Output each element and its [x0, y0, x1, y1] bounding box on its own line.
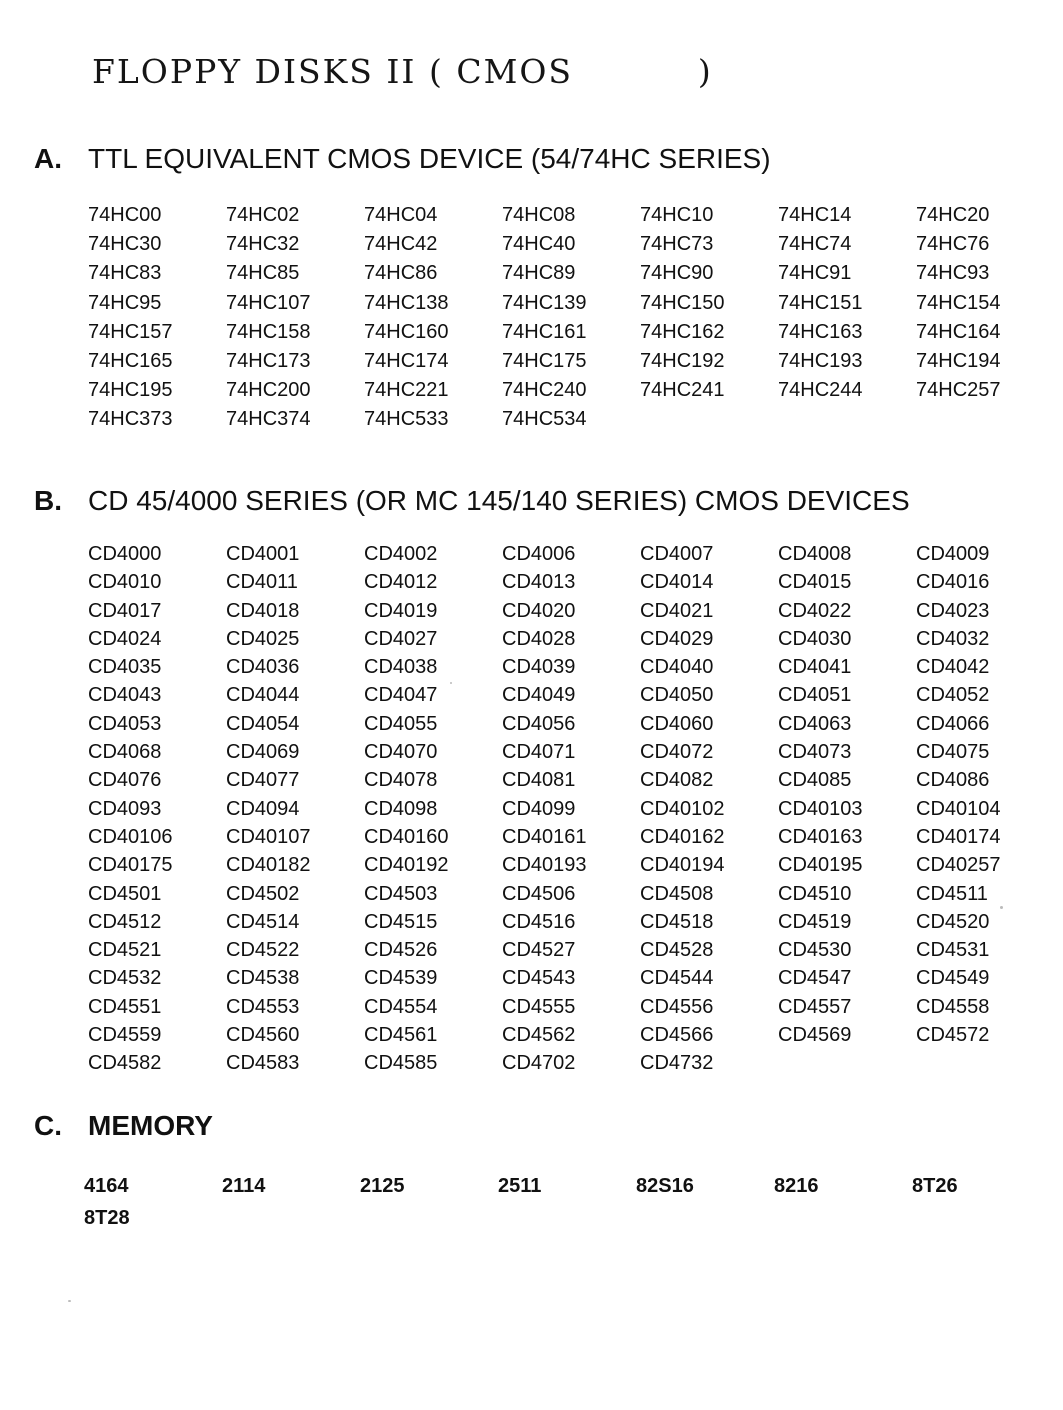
section-b-title: CD 45/4000 SERIES (OR MC 145/140 SERIES) CMOS DEVICES	[88, 485, 910, 516]
part-number: CD4582	[88, 1052, 162, 1075]
part-number: 74HC14	[778, 204, 852, 226]
part-number: CD4559	[88, 1024, 162, 1047]
part-number: 74HC173	[226, 349, 311, 372]
part-number: 74HC76	[916, 233, 990, 256]
part-number: CD4516	[502, 910, 576, 933]
part-number: 74HC154	[916, 291, 1001, 314]
part-number: CD4020	[502, 599, 576, 622]
part-number: CD4028	[502, 627, 576, 650]
part-number: 74HC534	[502, 408, 587, 431]
part-number: CD4052	[916, 684, 990, 707]
part-number: 8T26	[912, 1175, 958, 1197]
part-number: 74HC83	[88, 262, 162, 285]
part-number: 74HC42	[364, 233, 438, 256]
part-number: CD4085	[778, 769, 852, 792]
part-number: 74HC244	[778, 379, 863, 402]
part-number: CD4081	[502, 769, 576, 792]
part-number: CD4010	[88, 571, 162, 594]
part-number: CD4527	[502, 939, 576, 962]
part-number: CD4021	[640, 599, 714, 622]
part-number: CD4560	[226, 1024, 300, 1047]
part-number: CD4075	[916, 741, 990, 764]
part-number: 74HC161	[502, 320, 587, 343]
part-number: 74HC195	[88, 379, 173, 402]
part-number: CD4572	[916, 1024, 990, 1047]
scan-speck	[450, 682, 452, 684]
part-number: CD4569	[778, 1024, 852, 1047]
part-number: CD4501	[88, 882, 162, 905]
part-number: CD4562	[502, 1024, 576, 1047]
part-number: 74HC163	[778, 320, 863, 343]
part-number: 74HC85	[226, 262, 300, 285]
part-number: CD4002	[364, 543, 438, 565]
part-number: CD4076	[88, 769, 162, 792]
part-number: CD4050	[640, 684, 714, 707]
part-number: CD4094	[226, 797, 300, 820]
part-number: CD4071	[502, 741, 576, 764]
part-number: CD4022	[778, 599, 852, 622]
part-number: CD4086	[916, 769, 990, 792]
part-number: 74HC30	[88, 233, 162, 256]
part-number: 74HC158	[226, 320, 311, 343]
part-number: 74HC193	[778, 349, 863, 372]
part-number: CD4040	[640, 656, 714, 679]
part-number: CD4024	[88, 627, 162, 650]
part-number: 74HC160	[364, 320, 449, 343]
part-number: CD4526	[364, 939, 438, 962]
part-number: CD4068	[88, 741, 162, 764]
part-number: 74HC157	[88, 320, 173, 343]
part-number: CD4093	[88, 797, 162, 820]
part-number: CD4060	[640, 712, 714, 735]
part-number: CD4056	[502, 712, 576, 735]
part-number: CD4017	[88, 599, 162, 622]
part-number: CD4073	[778, 741, 852, 764]
part-number: 74HC162	[640, 320, 725, 343]
part-number: CD4015	[778, 571, 852, 594]
part-number: 74HC04	[364, 204, 438, 226]
part-number: CD4098	[364, 797, 438, 820]
part-number: 74HC32	[226, 233, 300, 256]
part-number: 74HC00	[88, 204, 162, 226]
part-number: CD4538	[226, 967, 300, 990]
part-number: CD40106	[88, 825, 173, 848]
part-number: CD4041	[778, 656, 852, 679]
part-number: 74HC20	[916, 204, 990, 226]
section-c-title: MEMORY	[88, 1110, 213, 1141]
part-number: 74HC194	[916, 349, 1001, 372]
part-number: 74HC08	[502, 204, 576, 226]
part-number: CD4051	[778, 684, 852, 707]
part-number: 74HC257	[916, 379, 1001, 402]
part-number: CD4039	[502, 656, 576, 679]
part-number: CD4508	[640, 882, 714, 905]
part-number: 2125	[360, 1175, 405, 1197]
part-number: CD4072	[640, 741, 714, 764]
part-number: CD4043	[88, 684, 162, 707]
part-number: CD4585	[364, 1052, 438, 1075]
part-number: CD4055	[364, 712, 438, 735]
part-number: CD4561	[364, 1024, 438, 1047]
section-a-title: TTL EQUIVALENT CMOS DEVICE (54/74HC SERIES)	[88, 143, 771, 174]
part-number: 74HC86	[364, 262, 438, 285]
part-number: 74HC174	[364, 349, 449, 372]
part-number: 74HC107	[226, 291, 311, 314]
part-number: CD4510	[778, 882, 852, 905]
part-number: CD40107	[226, 825, 311, 848]
part-number: CD4000	[88, 543, 162, 565]
part-number: CD4027	[364, 627, 438, 650]
part-number: 2511	[498, 1175, 542, 1197]
part-number: CD4082	[640, 769, 714, 792]
part-number: 74HC165	[88, 349, 173, 372]
part-number: CD4515	[364, 910, 438, 933]
part-number: CD4566	[640, 1024, 714, 1047]
section-c-heading	[34, 1110, 213, 1142]
part-number: CD40195	[778, 854, 863, 877]
part-number: 74HC95	[88, 291, 162, 314]
part-number: CD4030	[778, 627, 852, 650]
part-number: CD4514	[226, 910, 300, 933]
part-number: CD40174	[916, 825, 1001, 848]
part-number: 74HC91	[778, 262, 852, 285]
part-number: CD4732	[640, 1052, 714, 1075]
part-number: CD4049	[502, 684, 576, 707]
part-number: CD4506	[502, 882, 576, 905]
part-number: CD40162	[640, 825, 725, 848]
part-number: CD4549	[916, 967, 990, 990]
part-number: 74HC164	[916, 320, 1001, 343]
part-number: CD4054	[226, 712, 300, 735]
part-number: CD4078	[364, 769, 438, 792]
part-number: CD4013	[502, 571, 576, 594]
part-number: 74HC40	[502, 233, 576, 256]
part-number: 74HC138	[364, 291, 449, 314]
part-number: CD4032	[916, 627, 990, 650]
part-number: CD4009	[916, 543, 990, 565]
part-number: 74HC175	[502, 349, 587, 372]
part-number: CD4047	[364, 684, 438, 707]
part-number: 74HC200	[226, 379, 311, 402]
part-number: CD4519	[778, 910, 852, 933]
part-number: 74HC74	[778, 233, 852, 256]
part-number: 74HC373	[88, 408, 173, 431]
part-number: CD4539	[364, 967, 438, 990]
part-number: 8216	[774, 1175, 819, 1197]
part-number: 8T28	[84, 1207, 130, 1229]
part-number: CD4702	[502, 1052, 576, 1075]
part-number: CD40182	[226, 854, 311, 877]
part-number: CD4016	[916, 571, 990, 594]
part-number: CD4503	[364, 882, 438, 905]
part-number: CD4053	[88, 712, 162, 735]
part-number: CD4023	[916, 599, 990, 622]
part-number: CD40163	[778, 825, 863, 848]
part-number: CD4522	[226, 939, 300, 962]
part-number: CD4531	[916, 939, 990, 962]
part-number: CD4006	[502, 543, 576, 565]
page-title: FLOPPY DISKS II ( CMOS )	[92, 52, 713, 91]
part-number: 74HC89	[502, 262, 576, 285]
section-a-letter: A.	[34, 143, 62, 174]
cmos-device-list	[88, 540, 1054, 1078]
part-number: CD4528	[640, 939, 714, 962]
part-number: CD4502	[226, 882, 300, 905]
part-number: 74HC221	[364, 379, 449, 402]
part-number: 4164	[84, 1175, 129, 1197]
part-number: CD40193	[502, 854, 587, 877]
section-a-heading	[34, 143, 771, 175]
part-number: 74HC192	[640, 349, 725, 372]
part-number: CD40192	[364, 854, 449, 877]
part-number: CD4007	[640, 543, 714, 565]
part-number: CD4036	[226, 656, 300, 679]
part-number: CD4044	[226, 684, 300, 707]
part-number: 74HC150	[640, 291, 725, 314]
part-number: 74HC73	[640, 233, 714, 256]
part-number: CD4001	[226, 543, 300, 565]
part-number: CD4077	[226, 769, 300, 792]
scan-speck	[68, 1300, 71, 1302]
part-number: CD4069	[226, 741, 300, 764]
part-number: CD40194	[640, 854, 725, 877]
part-number: CD4544	[640, 967, 714, 990]
part-number: CD4583	[226, 1052, 300, 1075]
part-number: 74HC240	[502, 379, 587, 402]
part-number: CD4555	[502, 995, 576, 1018]
part-number: CD4520	[916, 910, 990, 933]
ttl-device-list	[88, 201, 1054, 435]
part-number: CD4532	[88, 967, 162, 990]
section-b-heading	[34, 485, 910, 517]
part-number: CD40102	[640, 797, 725, 820]
part-number: CD4063	[778, 712, 852, 735]
part-number: CD4554	[364, 995, 438, 1018]
part-number: CD4025	[226, 627, 300, 650]
part-number: CD4553	[226, 995, 300, 1018]
part-number: CD4014	[640, 571, 714, 594]
part-number: CD4558	[916, 995, 990, 1018]
part-number: CD40104	[916, 797, 1001, 820]
part-number: CD4518	[640, 910, 714, 933]
part-number: CD4556	[640, 995, 714, 1018]
part-number: 74HC151	[778, 291, 863, 314]
part-number: CD4029	[640, 627, 714, 650]
section-c-letter: C.	[34, 1110, 62, 1141]
part-number: CD4008	[778, 543, 852, 565]
part-number: 74HC90	[640, 262, 714, 285]
part-number: 74HC10	[640, 204, 714, 226]
part-number: 74HC533	[364, 408, 449, 431]
part-number: CD4011	[226, 571, 298, 594]
part-number: CD4042	[916, 656, 990, 679]
part-number: 74HC374	[226, 408, 311, 431]
part-number: CD4012	[364, 571, 438, 594]
part-number: CD4038	[364, 656, 438, 679]
part-number: CD40160	[364, 825, 449, 848]
part-number: CD4543	[502, 967, 576, 990]
part-number: CD40103	[778, 797, 863, 820]
part-number: CD4521	[88, 939, 162, 962]
memory-device-list	[84, 1170, 1050, 1234]
part-number: CD4018	[226, 599, 300, 622]
part-number: CD4557	[778, 995, 852, 1018]
part-number: CD4035	[88, 656, 162, 679]
part-number: 74HC139	[502, 291, 587, 314]
part-number: CD4099	[502, 797, 576, 820]
part-number: 82S16	[636, 1175, 694, 1197]
part-number: CD4066	[916, 712, 990, 735]
part-number: CD4512	[88, 910, 162, 933]
part-number: 74HC02	[226, 204, 300, 226]
part-number: CD4551	[88, 995, 162, 1018]
section-b-letter: B.	[34, 485, 62, 516]
part-number: CD40257	[916, 854, 1001, 877]
part-number: 74HC241	[640, 379, 725, 402]
part-number: 74HC93	[916, 262, 990, 285]
part-number: CD4019	[364, 599, 438, 622]
part-number: CD4530	[778, 939, 852, 962]
part-number: CD4547	[778, 967, 852, 990]
scan-speck	[1000, 906, 1003, 909]
part-number: CD4511	[916, 882, 988, 905]
part-number: CD40175	[88, 854, 173, 877]
part-number: CD40161	[502, 825, 587, 848]
part-number: 2114	[222, 1175, 266, 1197]
part-number: CD4070	[364, 741, 438, 764]
